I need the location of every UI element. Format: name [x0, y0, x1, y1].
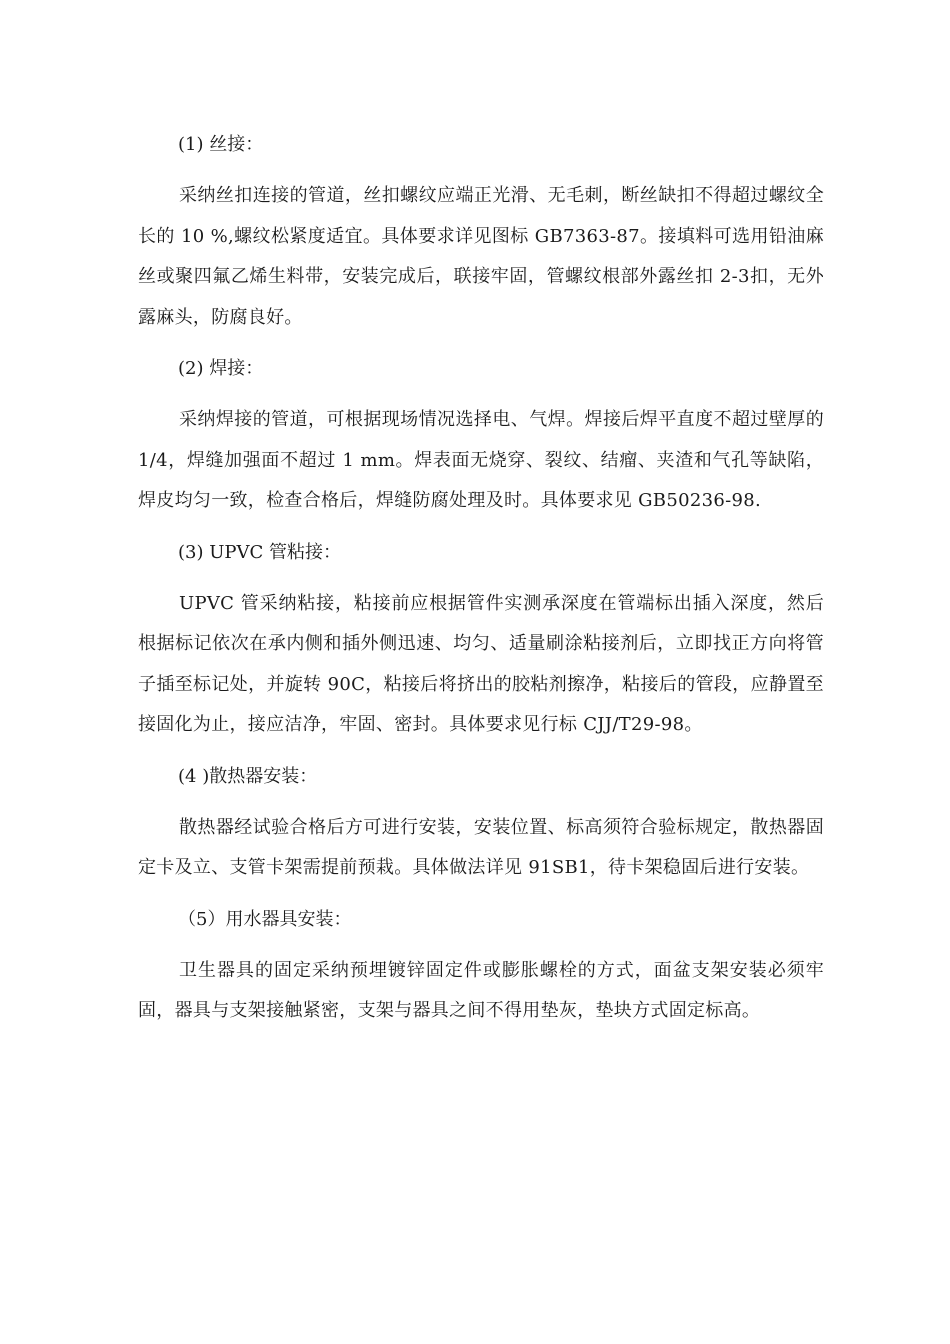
section-text-upvc-bonding: UPVC 管采纳粘接，粘接前应根据管件实测承深度在管端标出插入深度，然后根据标记依次在承内侧和插外侧迅速、均匀、适量刷涂粘接剂后，立即找正方向将管子插至标记处，并旋转 90C，粘接后将挤出的胶粘剂擦净，粘接后的管段，应静置至接固化为止，接应洁净，牢固、密封。具体要求见行标 CJJ/T29-98。: [138, 592, 824, 735]
section-text-threaded-joint: 采纳丝扣连接的管道，丝扣螺纹应端正光滑、无毛刺，断丝缺扣不得超过螺纹全长的 10 %,螺纹松紧度适宜。具体要求详见图标 GB7363-87。接填料可选用铅油麻丝或聚四氟乙烯生料带，安装完成后，联接牢固，管螺纹根部外露丝扣 2-3扣，无外露麻头，防腐良好。: [138, 185, 824, 328]
section-heading-radiator-installation: (4 )散热器安装：: [178, 765, 318, 787]
section-text-welding: 采纳焊接的管道，可根据现场情况选择电、气焊。焊接后焊平直度不超过壁厚的 1/4，焊缝加强面不超过 1 mm。焊表面无烧穿、裂纹、结瘤、夹渣和气孔等缺陷，焊皮均匀一致，检查合格后，焊缝防腐处理及时。具体要求见 GB50236-98.: [138, 409, 824, 511]
section-text-radiator-installation: 散热器经试验合格后方可进行安装，安装位置、标高须符合验标规定，散热器固定卡及立、支管卡架需提前预栽。具体做法详见 91SB1，待卡架稳固后进行安装。: [138, 816, 824, 878]
section-heading-fixture-installation: （5）用水器具安装：: [178, 908, 352, 930]
section-text-fixture-installation: 卫生器具的固定采纳预埋镀锌固定件或膨胀螺栓的方式，面盆支架安装必须牢固，器具与支架接触紧密，支架与器具之间不得用垫灰，垫块方式固定标高。: [138, 959, 824, 1021]
section-heading-threaded-joint: (1) 丝接：: [178, 134, 264, 155]
section-heading-upvc-bonding: (3) UPVC 管粘接：: [178, 541, 341, 563]
section-heading-welding: (2) 焊接：: [178, 358, 264, 379]
document-body: [138, 126, 824, 1044]
